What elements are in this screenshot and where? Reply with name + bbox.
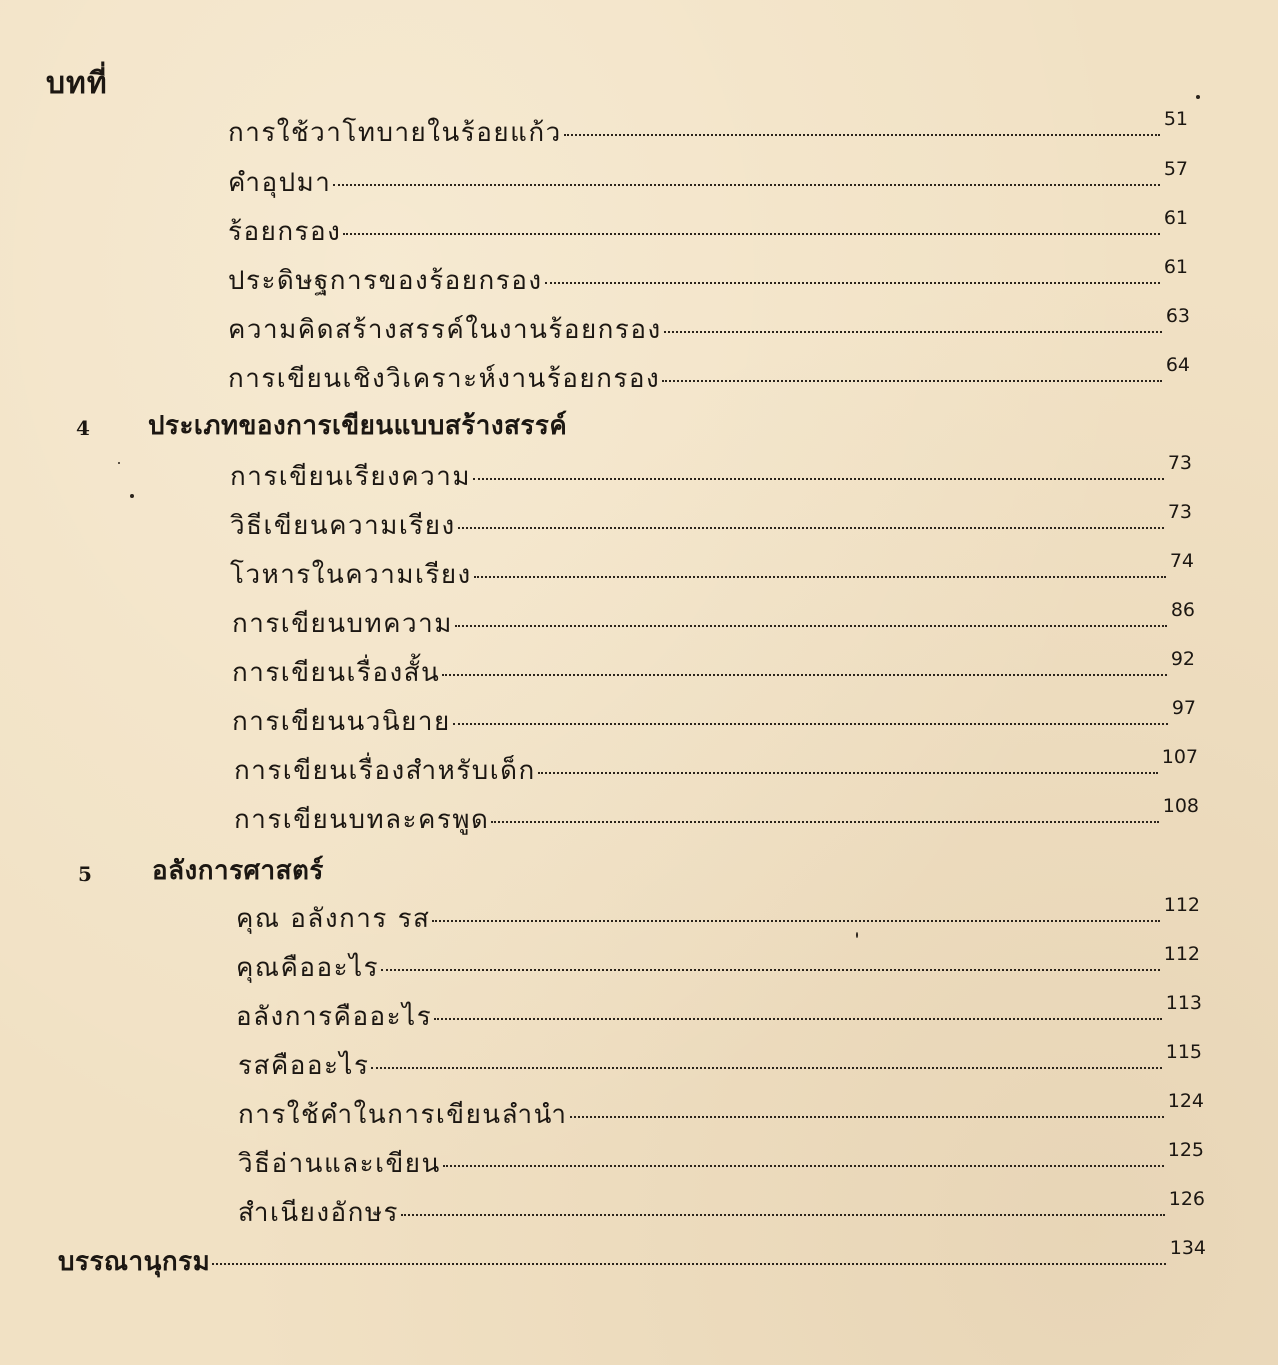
toc-entry xyxy=(232,599,1195,644)
dot-leader xyxy=(434,1018,1162,1020)
dot-leader xyxy=(491,821,1158,823)
dot-leader xyxy=(545,282,1160,284)
dot-leader xyxy=(401,1214,1165,1216)
toc-entry-page: 108 xyxy=(1162,795,1199,817)
toc-entry-title: การเขียนเรียงความ xyxy=(230,462,471,492)
dot-leader xyxy=(570,1116,1164,1118)
toc-entry-title: ร้อยกรอง xyxy=(228,217,342,247)
dot-leader xyxy=(443,1165,1164,1167)
toc-bibliography xyxy=(58,1237,1206,1282)
toc-entry xyxy=(228,108,1188,153)
toc-entry-page: 73 xyxy=(1167,452,1192,474)
bibliography-page: 134 xyxy=(1169,1237,1206,1259)
toc-entry xyxy=(228,256,1188,301)
dot-leader xyxy=(458,527,1164,529)
bibliography-title: บรรณานุกรม xyxy=(58,1247,211,1277)
toc-entry-title: ความคิดสร้างสรรค์ในงานร้อยกรอง xyxy=(228,315,662,345)
toc-entry-title: อลังการคืออะไร xyxy=(236,1002,433,1032)
toc-entry xyxy=(230,550,1194,595)
toc-entry-page: 64 xyxy=(1165,354,1190,376)
dot-leader xyxy=(432,920,1159,922)
toc-entry xyxy=(232,648,1195,693)
toc-entry-title: การใช้วาโทบายในร้อยแก้ว xyxy=(228,118,562,148)
toc-entry xyxy=(238,1041,1202,1086)
toc-entry xyxy=(228,305,1190,350)
toc-entry xyxy=(238,1188,1205,1233)
toc-entry-title: การเขียนเรื่องสำหรับเด็ก xyxy=(234,756,536,786)
dot-leader xyxy=(333,184,1159,186)
toc-entry-page: 86 xyxy=(1170,599,1195,621)
toc-entry-page: 74 xyxy=(1169,550,1194,572)
toc-entry-title: การเขียนเชิงวิเคราะห์งานร้อยกรอง xyxy=(228,364,661,394)
toc-entry-title: การเขียนนวนิยาย xyxy=(232,707,451,737)
toc-entry-page: 92 xyxy=(1170,648,1195,670)
toc-entry-title: สำเนียงอักษร xyxy=(238,1198,400,1228)
dot-leader xyxy=(453,723,1168,725)
chapter-title: อลังการศาสตร์ xyxy=(152,856,324,886)
paper-speck xyxy=(130,494,134,498)
toc-entry-page: 112 xyxy=(1163,894,1200,916)
toc-entry-page: 61 xyxy=(1163,207,1188,229)
chapter-number: 4 xyxy=(76,416,90,440)
dot-leader xyxy=(381,969,1160,971)
toc-entry-title: การใช้คำในการเขียนลำนำ xyxy=(238,1100,568,1130)
toc-entry xyxy=(232,697,1196,742)
page-heading: บทที่ xyxy=(46,66,108,101)
toc-entry-page: 107 xyxy=(1161,746,1198,768)
toc-entry xyxy=(234,746,1198,791)
dot-leader xyxy=(212,1263,1165,1265)
toc-entry-page: 61 xyxy=(1163,256,1188,278)
toc-entry xyxy=(230,501,1192,546)
toc-entry-title: คุณคืออะไร xyxy=(236,953,380,983)
toc-entry-title: การเขียนบทความ xyxy=(232,609,453,639)
toc-entry-title: การเขียนบทละครพูด xyxy=(234,805,490,835)
paper-speck xyxy=(118,462,120,464)
chapter-number: 5 xyxy=(78,862,92,886)
toc-entry-page: 126 xyxy=(1168,1188,1205,1210)
toc-entry xyxy=(236,894,1200,939)
dot-leader xyxy=(455,625,1167,627)
dot-leader xyxy=(473,478,1164,480)
paper-speck xyxy=(856,932,858,938)
dot-leader xyxy=(442,674,1167,676)
toc-entry xyxy=(234,795,1199,840)
toc-entry-title: รสคืออะไร xyxy=(238,1051,370,1081)
toc-entry xyxy=(228,158,1188,203)
toc-entry-page: 125 xyxy=(1167,1139,1204,1161)
dot-leader xyxy=(371,1067,1161,1069)
dot-leader xyxy=(662,380,1162,382)
toc-entry xyxy=(236,992,1202,1037)
dot-leader xyxy=(474,576,1166,578)
toc-entry xyxy=(228,207,1188,252)
toc-entry xyxy=(238,1139,1204,1184)
dot-leader xyxy=(538,772,1158,774)
toc-entry-title: โวหารในความเรียง xyxy=(230,560,472,590)
paper-speck xyxy=(1196,95,1200,99)
toc-entry-title: วิธีเขียนความเรียง xyxy=(230,511,456,541)
toc-entry-page: 113 xyxy=(1165,992,1202,1014)
toc-entry-page: 63 xyxy=(1165,305,1190,327)
toc-entry-page: 57 xyxy=(1163,158,1188,180)
dot-leader xyxy=(343,233,1159,235)
toc-entry-title: ประดิษฐการของร้อยกรอง xyxy=(228,266,543,296)
toc-entry-page: 73 xyxy=(1167,501,1192,523)
dot-leader xyxy=(664,331,1162,333)
toc-entry xyxy=(236,943,1200,988)
dot-leader xyxy=(564,134,1160,136)
toc-entry-title: คุณ อลังการ รส xyxy=(236,904,431,934)
toc-entry xyxy=(238,1090,1204,1135)
toc-entry-page: 97 xyxy=(1171,697,1196,719)
toc-entry xyxy=(230,452,1192,497)
chapter-title: ประเภทของการเขียนแบบสร้างสรรค์ xyxy=(148,411,568,441)
toc-entry-title: การเขียนเรื่องสั้น xyxy=(232,658,441,688)
toc-entry-page: 124 xyxy=(1167,1090,1204,1112)
toc-entry-page: 112 xyxy=(1163,943,1200,965)
toc-entry-page: 51 xyxy=(1163,108,1188,130)
toc-entry-title: คำอุปมา xyxy=(228,168,332,198)
toc-entry-title: วิธีอ่านและเขียน xyxy=(238,1149,441,1179)
toc-entry xyxy=(228,354,1190,399)
toc-entry-page: 115 xyxy=(1165,1041,1202,1063)
